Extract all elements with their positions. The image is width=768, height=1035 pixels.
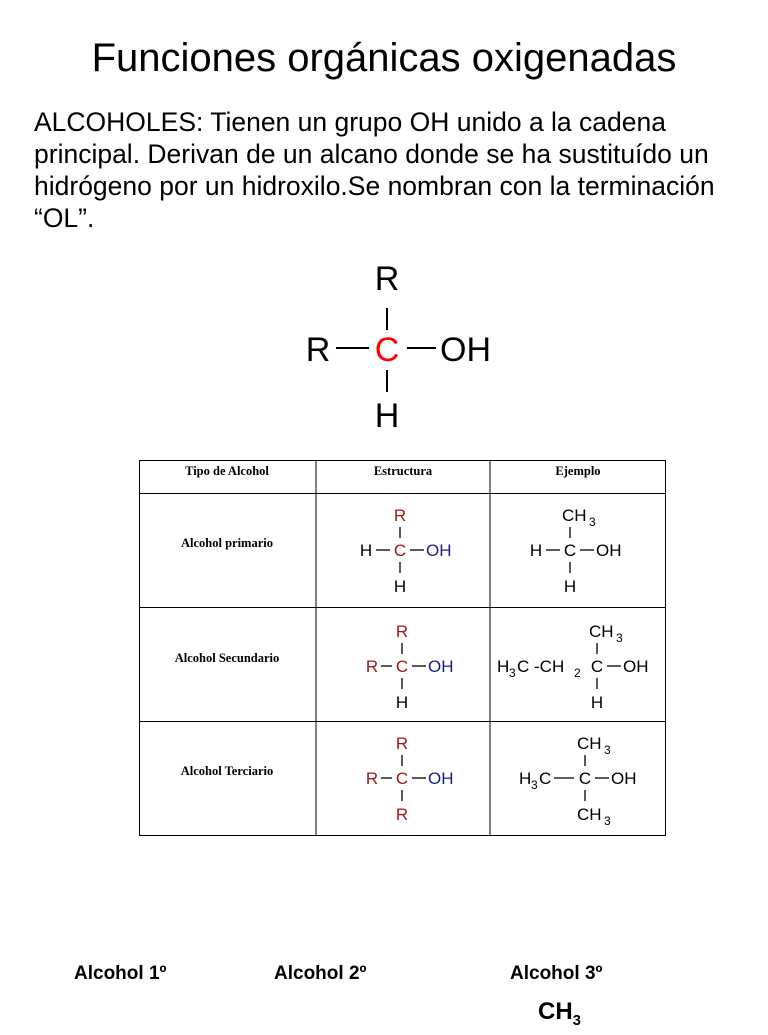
svg-text:3: 3	[604, 743, 611, 757]
svg-text:3: 3	[509, 666, 516, 680]
svg-text:CH: CH	[562, 506, 587, 525]
svg-text:C: C	[590, 657, 604, 676]
svg-text:C: C	[539, 769, 552, 788]
svg-text:H: H	[519, 769, 532, 788]
svg-text:R: R	[365, 769, 379, 788]
header-estructura: Estructura	[373, 464, 433, 478]
row-label-primario: Alcohol primario	[180, 536, 274, 550]
svg-text:3: 3	[589, 515, 596, 529]
alcohol-types-table	[139, 460, 669, 840]
svg-text:3: 3	[531, 778, 538, 792]
caption-alcohol-1: Alcohol 1º	[74, 963, 167, 984]
svg-text:C: C	[578, 769, 592, 788]
svg-text:C -CH: C -CH	[517, 657, 565, 676]
structure-secundario	[366, 622, 454, 712]
svg-text:OH: OH	[623, 657, 649, 676]
general-carbon: C	[374, 331, 400, 369]
svg-text:H: H	[563, 577, 577, 596]
svg-text:R: R	[395, 622, 409, 641]
svg-text:OH: OH	[428, 769, 454, 788]
example-primario	[530, 506, 622, 596]
caption-alcohol-2: Alcohol 2º	[274, 963, 367, 984]
svg-text:H: H	[590, 693, 604, 712]
svg-text:CH: CH	[577, 734, 602, 753]
header-ejemplo: Ejemplo	[555, 464, 601, 478]
svg-text:CH: CH	[577, 805, 602, 824]
example-terciario	[519, 734, 637, 828]
general-left-group: R	[305, 331, 331, 369]
svg-text:C: C	[395, 657, 409, 676]
general-right-group: OH	[440, 331, 491, 369]
svg-text:OH: OH	[596, 541, 622, 560]
svg-text:R: R	[395, 734, 409, 753]
row-label-secundario: Alcohol Secundario	[174, 651, 280, 665]
svg-text:H: H	[393, 577, 407, 596]
row-label-terciario: Alcohol Terciario	[180, 764, 274, 778]
caption-alcohol-3: Alcohol 3º	[510, 963, 603, 984]
header-tipo: Tipo de Alcohol	[185, 464, 269, 478]
svg-text:CH: CH	[589, 622, 614, 641]
svg-text:H: H	[395, 693, 409, 712]
svg-text:3: 3	[616, 631, 623, 645]
intro-paragraph: ALCOHOLES: Tienen un grupo OH unido a la cadena principal. Derivan de un alcano donde se ha sustituído un hidrógeno por un hidroxilo.Se nombran con la terminación “OL”.	[34, 107, 715, 233]
structure-primario	[360, 506, 452, 596]
svg-text:H: H	[529, 541, 543, 560]
svg-text:C: C	[395, 769, 409, 788]
svg-text:C: C	[393, 541, 407, 560]
bottom-ch3-formula: $CH_3$	[538, 998, 582, 1029]
general-bottom-group: H	[374, 397, 400, 435]
general-top-group: R	[374, 260, 400, 298]
svg-text:OH: OH	[428, 657, 454, 676]
svg-text:R: R	[395, 805, 409, 824]
svg-text:C: C	[563, 541, 577, 560]
svg-text:H: H	[497, 657, 510, 676]
svg-text:R: R	[365, 657, 379, 676]
structure-terciario	[366, 734, 454, 824]
example-secundario	[497, 622, 649, 712]
svg-text:OH: OH	[611, 769, 637, 788]
general-structure-diagram	[290, 250, 520, 440]
svg-text:OH: OH	[426, 541, 452, 560]
page-title: Funciones orgánicas oxigenadas	[91, 36, 677, 80]
svg-text:H: H	[359, 541, 373, 560]
svg-text:2: 2	[574, 666, 581, 680]
svg-text:3: 3	[604, 814, 611, 828]
svg-text:R: R	[393, 506, 407, 525]
